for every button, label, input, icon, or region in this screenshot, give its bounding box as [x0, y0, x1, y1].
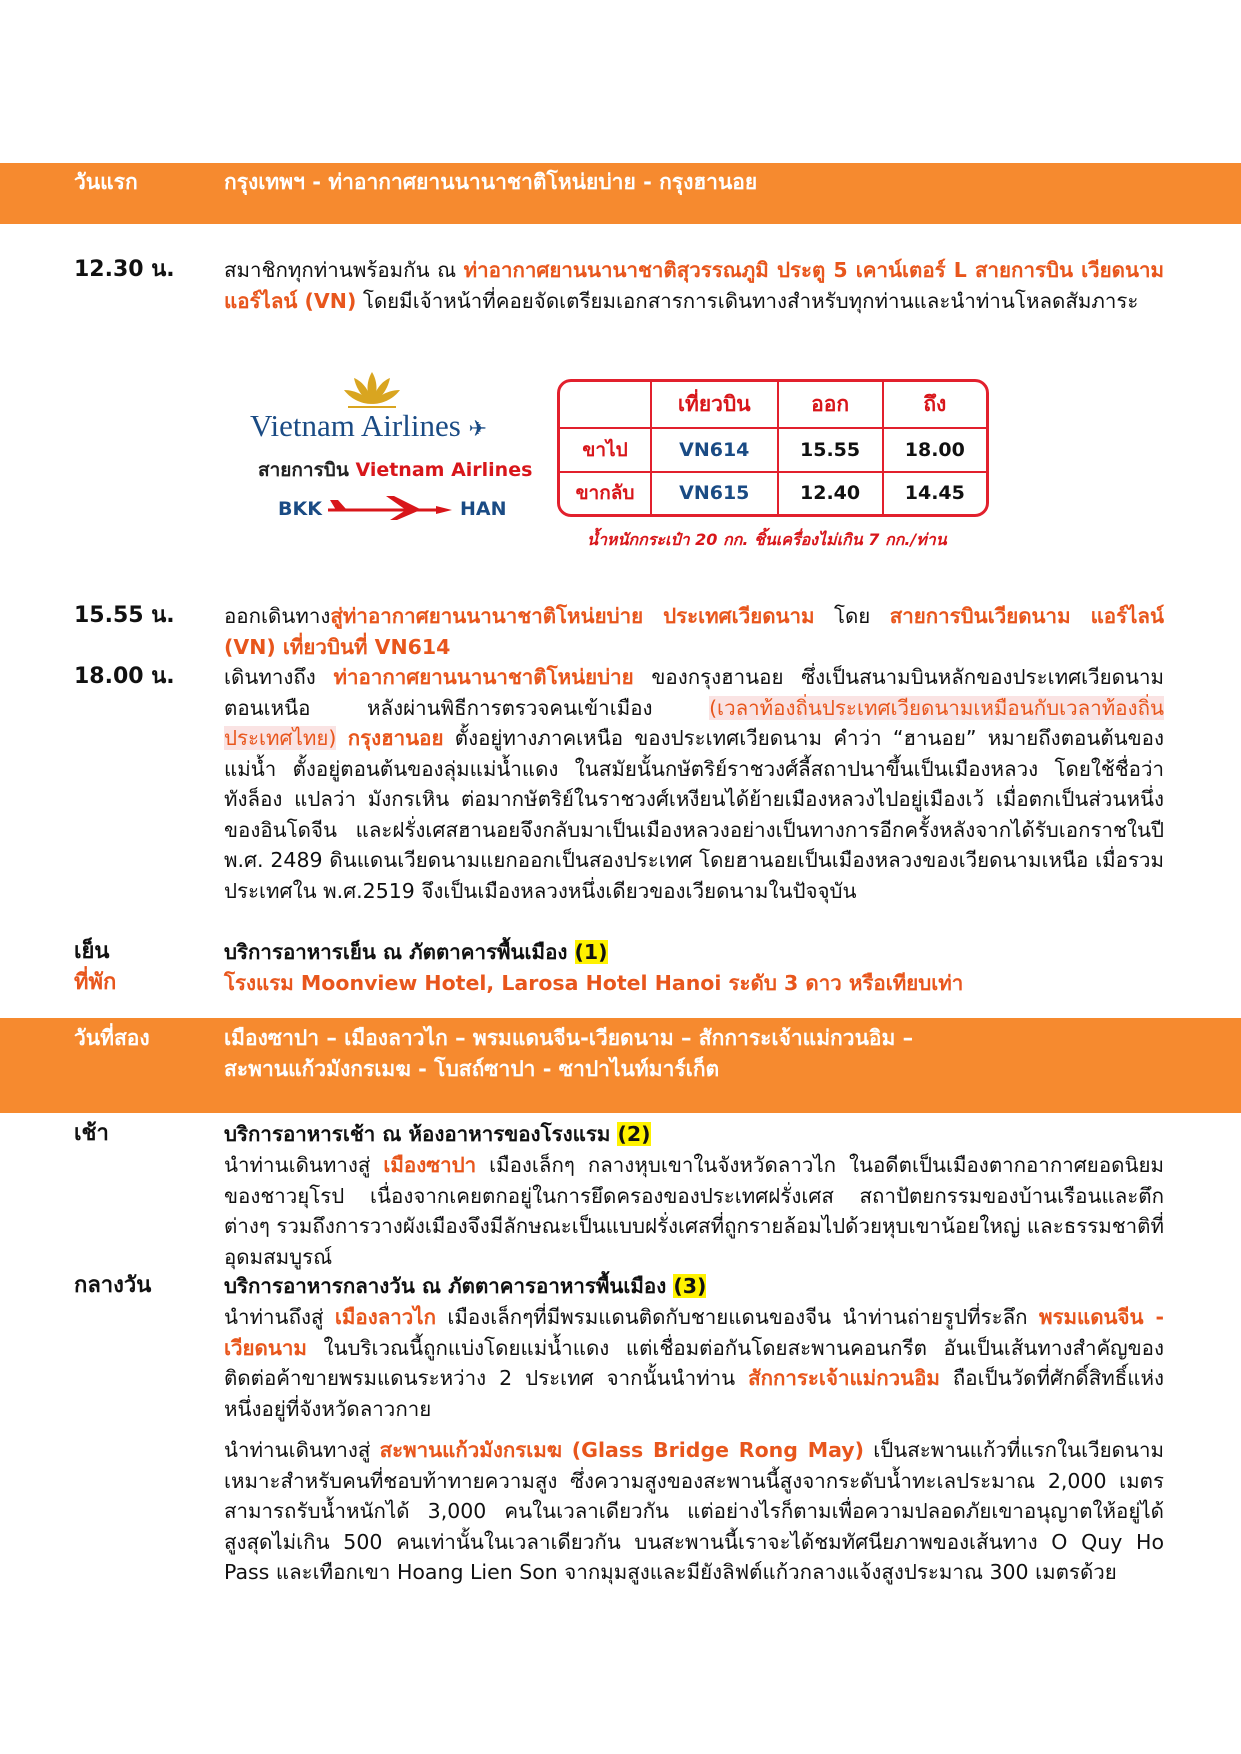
laocai-highlight: เมืองลาวไก	[334, 1305, 437, 1329]
time-1555: 15.55 น.	[74, 603, 175, 628]
header-depart: ออก	[778, 382, 883, 428]
route-bkk-han	[278, 488, 518, 532]
timezone-note: (เวลาท้องถิ่นประเทศเวียดนามเหมือนกับเวลาท้องถิ่นประเทศไทย)	[224, 695, 1164, 750]
header-flight: เที่ยวบิน	[651, 382, 778, 428]
laocai-paragraph	[224, 1302, 1164, 1424]
text-segment: เมืองเล็กๆ กลางหุบเขาในจังหวัดลาวไก ในอดีตเป็นเมืองตากอากาศยอดนิยมของชาวยุโรป เนื่องจากเคยตกอยู่ในการยึดครองของประเทศฝรั่งเศส สถาปัตยกรรมของบ้านเรือนและตึกต่างๆ รวมถึงการวางผังเมืองจึงมีลักษณะเป็นแบบฝรั่งเศสที่ถูกรายล้อมไปด้วยหุบเขาน้อยใหญ่ และธรรมชาติที่อุดมสมบูรณ์	[224, 1153, 1164, 1269]
glass-bridge-paragraph	[224, 1435, 1164, 1588]
arrive-time: 18.00	[883, 428, 986, 472]
airport-highlight: ท่าอากาศยานนานาชาติโหน่ยบ่าย	[333, 665, 634, 689]
route-origin: BKK	[278, 498, 322, 520]
meal-label-lunch: กลางวัน	[74, 1273, 152, 1298]
text-segment: นำท่านถึงสู่	[224, 1305, 335, 1329]
day1-title: กรุงเทพฯ - ท่าอากาศยานนานาชาติโหน่ยบ่าย - กรุงฮานอย	[224, 170, 758, 194]
meal-number-badge: (1)	[574, 940, 608, 964]
subtitle-thai: สายการบิน	[258, 459, 356, 481]
text-segment: นำท่านเดินทางสู่	[224, 1153, 384, 1177]
vietnam-airlines-logo	[250, 370, 550, 530]
border-highlight: พรมแดนจีน - เวียดนาม	[224, 1305, 1165, 1360]
text-segment: สมาชิกทุกท่านพร้อมกัน ณ	[224, 258, 464, 282]
day2-title-line1: เมืองซาปา – เมืองลาวไก – พรมแดนจีน-เวียดนาม – สักการะเจ้าแม่กวนอิม –	[224, 1026, 914, 1050]
text-segment: ในบริเวณนี้ถูกแบ่งโดยแม่น้ำแดง แต่เชื่อมต่อกันโดยสะพานคอนกรีต อันเป็นเส้นทางสำคัญของติดต่อค้าขายพรมแดนระหว่าง 2 ประเทศ จากนั้นนำท่าน	[224, 1335, 1164, 1390]
table-header-row	[560, 382, 986, 428]
guanyin-highlight: สักการะเจ้าแม่กวนอิม	[748, 1366, 940, 1390]
glass-bridge-highlight: สะพานแก้วมังกรเมฆ (Glass Bridge Rong May)	[379, 1438, 865, 1462]
day2-label: วันที่สอง	[74, 1026, 150, 1050]
sapa-highlight: เมืองซาปา	[383, 1153, 477, 1177]
meal-number-badge: (3)	[673, 1274, 707, 1298]
time-1800: 18.00 น.	[74, 664, 175, 689]
airline-subtitle	[258, 455, 532, 485]
day1-label: วันแรก	[74, 170, 138, 194]
destination-highlight: สู่ท่าอากาศยานนานาชาติโหน่ยบ่าย ประเทศเวียดนาม	[330, 604, 815, 628]
day1-paragraph-1230	[224, 255, 1164, 316]
text-segment: โดย	[814, 604, 890, 628]
text-segment: เดินทางถึง	[224, 665, 334, 689]
day1-paragraph-1555	[224, 601, 1164, 662]
airline-highlight: สายการบินเวียดนาม แอร์ไลน์ (VN) เที่ยวบินที่ VN614	[224, 604, 1165, 659]
hanoi-highlight: กรุงฮานอย	[347, 726, 444, 750]
time-1230: 12.30 น.	[74, 257, 175, 282]
day1-paragraph-1800	[224, 662, 1164, 906]
table-row	[560, 472, 986, 514]
route-destination: HAN	[460, 498, 507, 520]
breakfast-text: บริการอาหารเช้า ณ ห้องอาหารของโรงแรม	[224, 1122, 618, 1146]
meal-label-breakfast: เช้า	[74, 1121, 109, 1146]
text-segment: โดยมีเจ้าหน้าที่คอยจัดเตรียมเอกสารการเดินทางสำหรับทุกท่านและนำท่านโหลดสัมภาระ	[356, 288, 1139, 313]
arrive-time: 14.45	[883, 472, 986, 514]
flight-number: VN615	[651, 472, 778, 514]
text-segment: นำท่านเดินทางสู่	[224, 1438, 380, 1462]
hotel-text: โรงแรม Moonview Hotel, Larosa Hotel Hanoi ระดับ 3 ดาว หรือเทียบเท่า	[224, 971, 964, 995]
dinner-text: บริการอาหารเย็น ณ ภัตตาคารพื้นเมือง	[224, 940, 575, 964]
hotel-line	[224, 968, 1164, 999]
text-segment: เมืองเล็กๆที่มีพรมแดนติดกับชายแดนของจีน นำท่านถ่ายรูปที่ระลึก	[436, 1305, 1039, 1329]
meal-number-badge: (2)	[617, 1122, 651, 1146]
leg-label: ขาไป	[560, 428, 651, 472]
header-cell-empty	[560, 382, 651, 428]
subtitle-english: Vietnam Airlines	[355, 459, 533, 481]
breakfast-line	[224, 1119, 1164, 1150]
lunch-text: บริการอาหารกลางวัน ณ ภัตตาคารอาหารพื้นเมือง	[224, 1274, 674, 1298]
lunch-line	[224, 1271, 1164, 1302]
swirl-icon: ✈	[468, 416, 487, 441]
hotel-label: ที่พัก	[74, 970, 117, 995]
header-arrive: ถึง	[883, 382, 986, 428]
day2-header-band	[0, 1018, 1241, 1113]
depart-time: 15.55	[778, 428, 883, 472]
flight-schedule-table	[557, 379, 989, 517]
day2-title-line2: สะพานแก้วมังกรเมฆ - โบสถ์ซาปา - ซาปาไนท์มาร์เก็ต	[224, 1057, 720, 1081]
text-segment: ของกรุงฮานอย ซึ่งเป็นสนามบินหลักของประเทศเวียดนามตอนเหนือ หลังผ่านพิธีการตรวจคนเข้าเมือง	[224, 665, 1164, 720]
dinner-line	[224, 937, 1164, 968]
day1-header-band	[0, 163, 1241, 224]
depart-time: 12.40	[778, 472, 883, 514]
text-segment: เป็นสะพานแก้วที่แรกในเวียดนาม เหมาะสำหรับคนที่ชอบท้าทายความสูง ซึ่งความสูงของสะพานนี้สูงจากระดับน้ำทะเลประมาณ 2,000 เมตร สามารถรับน้ำหนักได้ 3,000 คนในเวลาเดียวกัน แต่อย่างไรก็ตามเพื่อความปลอดภัยเขาอนุญาตให้อยู่ได้สูงสุดไม่เกิน 500 คนเท่านั้นในเวลาเดียวกัน บนสะพานนี้เราจะได้ชมทัศนียภาพของเส้นทาง O Quy Ho Pass และเทือกเขา Hoang Lien Son จากมุมสูงและมียังลิฟต์แก้วกลางแจ้งสูงประมาณ 300 เมตรด้วย	[224, 1438, 1164, 1584]
leg-label: ขากลับ	[560, 472, 651, 514]
text-segment: ตั้งอยู่ทางภาคเหนือ ของประเทศเวียดนาม คำว่า “ฮานอย” หมายถึงตอนต้นของแม่น้ำ ตั้งอยู่ตอนต้นของลุ่มแม่น้ำแดง ในสมัยนั้นกษัตริย์ราชวงศ์ลี้สถาปนาขึ้นเป็นเมืองหลวง โดยใช้ชื่อว่า ทังล็อง แปลว่า มังกรเหิน ต่อมากษัตริย์ในราชวงศ์เหงียนได้ย้ายเมืองหลวงไปอยู่เมืองเว้ เมื่อตกเป็นส่วนหนึ่งของอินโดจีน และฝรั่งเศสฮานอยจึงกลับมาเป็นเมืองหลวงอย่างเป็นทางการอีกครั้งหลังจากได้รับเอกราชในปี พ.ศ. 2489 ดินแดนเวียดนามแยกออกเป็นสองประเทศ โดยฮานอยเป็นเมืองหลวงของเวียดนามเหนือ เมื่อรวมประเทศใน พ.ศ.2519 จึงเป็นเมืองหลวงหนึ่งเดียวของเวียดนามในปัจจุบัน	[224, 726, 1164, 903]
airline-name-text: Vietnam Airlines	[250, 408, 461, 443]
text-segment	[336, 726, 347, 750]
airplane-icon	[326, 492, 456, 522]
flight-number: VN614	[651, 428, 778, 472]
baggage-note: น้ำหนักกระเป๋า 20 กก. ชิ้นเครื่องไม่เกิน 7 กก./ท่าน	[587, 530, 947, 549]
sapa-paragraph	[224, 1150, 1164, 1272]
text-segment: ถือเป็นวัดที่ศักดิ์สิทธิ์แห่งหนึ่งอยู่ที่จังหวัดลาวกาย	[224, 1366, 1165, 1421]
meal-label-dinner: เย็น	[74, 939, 110, 964]
lotus-icon	[342, 370, 402, 410]
table-row	[560, 428, 986, 472]
text-segment: ออกเดินทาง	[224, 604, 331, 628]
airport-highlight: ท่าอากาศยานนานาชาติสุวรรณภูมิ ประตู 5 เคาน์เตอร์ L สายการบิน เวียดนาม แอร์ไลน์ (VN)	[224, 258, 1164, 313]
airline-name	[250, 408, 487, 444]
